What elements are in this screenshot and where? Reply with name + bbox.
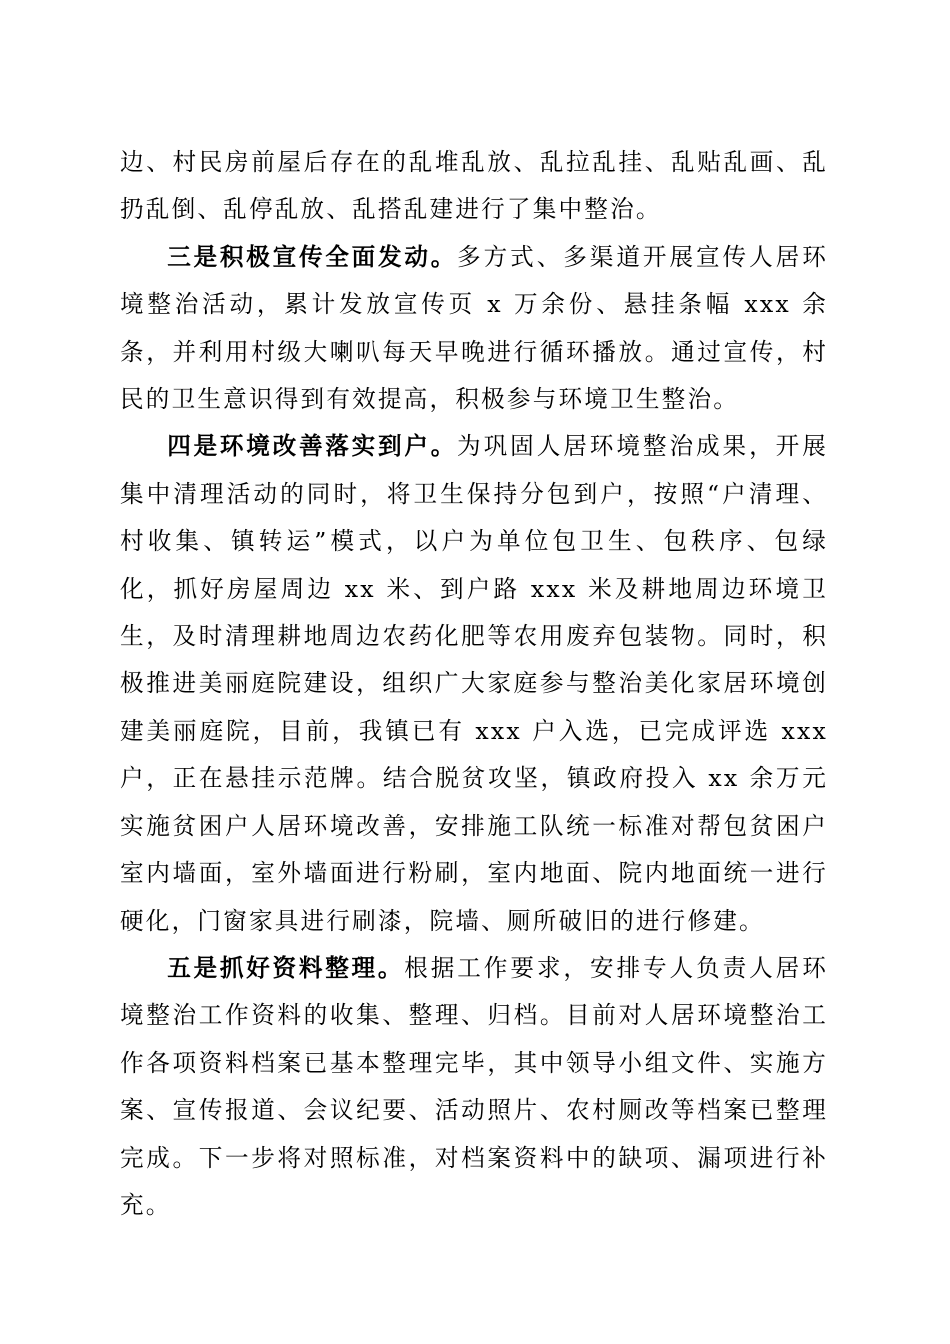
paragraph-body: 多方式、多渠道开展宣传人居环境整治活动，累计发放宣传页 x 万余份、悬挂条幅 xxx 余条，并利用村级大喇叭每天早晚进行循环播放。通过宣传，村民的卫生意识得到有效提高，积极参与环境卫生整治。 [120, 242, 828, 414]
paragraph-publicity [120, 234, 828, 424]
paragraph-household-environment [120, 423, 828, 944]
body-text [120, 139, 828, 1229]
paragraph-body: 根据工作要求，安排专人负责人居环境整治工作资料的收集、整理、归档。目前对人居环境整治工作各项资料档案已基本整理完毕，其中领导小组文件、实施方案、宣传报道、会议纪要、活动照片、农村厕改等档案已整理完成。下一步将对照标准，对档案资料中的缺项、漏项进行补充。 [120, 953, 829, 1219]
paragraph-records [120, 945, 828, 1229]
paragraph-continuation [120, 139, 828, 234]
paragraph-body: 边、村民房前屋后存在的乱堆乱放、乱拉乱挂、乱贴乱画、乱扔乱倒、乱停乱放、乱搭乱建进行了集中整治。 [120, 148, 828, 224]
paragraph-heading: 五是抓好资料整理。 [167, 953, 405, 982]
paragraph-heading: 四是环境改善落实到户。 [167, 432, 458, 461]
paragraph-heading: 三是积极宣传全面发动。 [167, 242, 458, 271]
paragraph-body: 为巩固人居环境整治成果，开展集中清理活动的同时，将卫生保持分包到户，按照“户清理、村收集、镇转运”模式，以户为单位包卫生、包秩序、包绿化，抓好房屋周边 xx 米、到户路 xxx 米及耕地周边环境卫生，及时清理耕地周边农药化肥等农用废弃包装物。同时，积极推进美丽庭院建设，组织广大家庭参与整治美化家居环境创建美丽庭院，目前，我镇已有 xxx 户入选，已完成评选 xxx 户，正在悬挂示范牌。结合脱贫攻坚，镇政府投入 xx 余万元实施贫困户人居环境改善，安排施工队统一标准对帮包贫困户室内墙面，室外墙面进行粉刷，室内地面、院内地面统一进行硬化，门窗家具进行刷漆，院墙、厕所破旧的进行修建。 [120, 432, 828, 935]
